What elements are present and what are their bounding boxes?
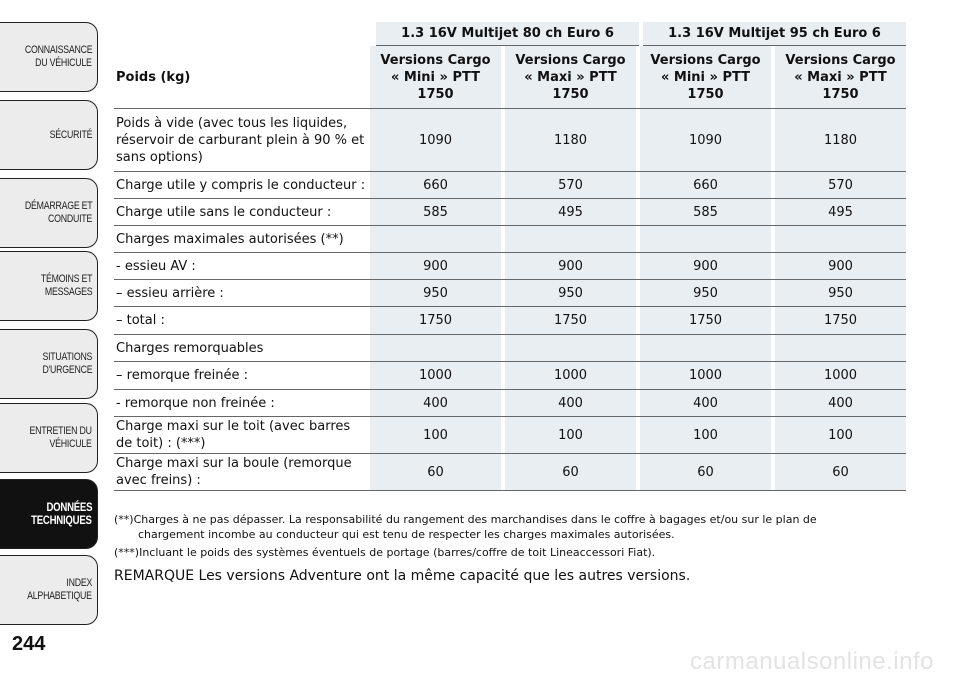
table-row: [114, 199, 906, 226]
table-row: [114, 253, 906, 280]
column-header: [640, 46, 771, 108]
table-cell: 950: [370, 280, 501, 306]
chapter-tab-label: CONNAISSANCE: [24, 44, 92, 56]
table-cell: 585: [370, 199, 501, 225]
table-column-header: [114, 46, 906, 109]
table-row: [114, 335, 906, 362]
weights-table: [114, 22, 906, 491]
table-cell: 400: [775, 390, 906, 416]
table-cell: 660: [370, 172, 501, 198]
row-label: Charge maxi sur la boule (remorque avec freins) :: [116, 456, 352, 488]
chapter-tab-label: INDEX: [66, 577, 92, 589]
table-cell: 60: [505, 454, 636, 490]
table-cell: 900: [370, 253, 501, 279]
table-cell: 660: [640, 172, 771, 198]
table-row: [114, 390, 906, 417]
table-cell: [775, 226, 906, 252]
row-label: – remorque freinée :: [116, 368, 249, 383]
table-cell: 60: [775, 454, 906, 490]
column-header-line: 1750: [417, 86, 454, 102]
table-cell: 1750: [505, 307, 636, 334]
row-label: Charge utile y compris le conducteur :: [116, 177, 366, 193]
column-header-line: « Mini » PTT: [660, 69, 751, 85]
table-cell: [775, 335, 906, 361]
table-cell: 60: [640, 454, 771, 490]
row-label: Charges maximales autorisées (**): [116, 231, 344, 247]
table-cell: 1090: [370, 109, 501, 171]
footnotes: [114, 512, 914, 560]
table-cell: 1180: [775, 109, 906, 171]
chapter-tab[interactable]: [0, 555, 98, 625]
table-row: [114, 109, 906, 172]
table-cell: 495: [775, 199, 906, 225]
table-cell: 1180: [505, 109, 636, 171]
table-cell: 950: [505, 280, 636, 306]
table-group-header: [114, 22, 906, 46]
table-cell: 495: [505, 199, 636, 225]
table-cell: [505, 226, 636, 252]
column-header-line: Versions Cargo: [515, 52, 626, 68]
column-header-line: Versions Cargo: [380, 52, 491, 68]
table-cell: 100: [370, 417, 501, 453]
table-cell: 400: [640, 390, 771, 416]
table-row: [114, 280, 906, 307]
chapter-tab-label: D'URGENCE: [42, 364, 92, 376]
chapter-tab[interactable]: [0, 329, 98, 399]
chapter-tab-label: DONNÉES: [46, 500, 92, 514]
chapter-tab-label: SITUATIONS: [42, 351, 92, 363]
table-cell: 100: [775, 417, 906, 453]
table-cell: 1000: [640, 362, 771, 389]
column-header: [370, 46, 501, 108]
table-cell: [370, 226, 501, 252]
column-header-line: « Mini » PTT: [390, 69, 481, 85]
engine-group-80ch: 1.3 16V Multijet 80 ch Euro 6: [376, 22, 639, 46]
column-header-line: 1750: [552, 86, 589, 102]
table-cell: 900: [505, 253, 636, 279]
row-label: - essieu AV :: [116, 258, 196, 274]
page-number: 244: [12, 633, 46, 655]
footnote-charges-cont: chargement incombe au conducteur qui est tenu de respecter les charges maximales autorisées.: [138, 528, 675, 541]
table-row: [114, 226, 906, 253]
chapter-tab-label: VÉHICULE: [49, 438, 92, 450]
chapter-tab[interactable]: [0, 100, 98, 170]
column-header-line: 1750: [687, 86, 724, 102]
table-cell: 950: [640, 280, 771, 306]
table-cell: [640, 226, 771, 252]
chapter-tab[interactable]: [0, 178, 98, 248]
table-row: [114, 307, 906, 335]
footnote-portage: (***)Incluant le poids des systèmes éventuels de portage (barres/coffre de toit Lineaccessori Fiat).: [114, 546, 656, 559]
row-label: Charge maxi sur le toit (avec barres de toit) : (***): [116, 419, 351, 451]
chapter-tab[interactable]: [0, 479, 98, 549]
chapter-tab-label: CONDUITE: [47, 213, 92, 225]
table-row: [114, 362, 906, 390]
table-cell: [370, 335, 501, 361]
column-header-line: « Maxi » PTT: [524, 69, 617, 85]
table-cell: 900: [640, 253, 771, 279]
table-cell: 1750: [775, 307, 906, 334]
table-cell: 1000: [370, 362, 501, 389]
column-header-line: « Maxi » PTT: [794, 69, 887, 85]
chapter-tab-label: SÉCURITÉ: [49, 128, 92, 141]
table-cell: 570: [775, 172, 906, 198]
column-header: [775, 46, 906, 108]
engine-group-95ch: 1.3 16V Multijet 95 ch Euro 6: [643, 22, 906, 46]
chapter-tab-label: ALPHABETIQUE: [27, 590, 92, 602]
table-cell: 400: [370, 390, 501, 416]
remark: REMARQUE Les versions Adventure ont la même capacité que les autres versions.: [114, 568, 691, 584]
table-cell: 100: [505, 417, 636, 453]
table-cell: 950: [775, 280, 906, 306]
chapter-tab-label: TÉMOINS ET: [40, 273, 92, 285]
chapter-tab[interactable]: [0, 22, 98, 92]
table-cell: 100: [640, 417, 771, 453]
chapter-tab-label: TECHNIQUES: [31, 513, 92, 527]
chapter-tab-label: MESSAGES: [44, 286, 92, 298]
table-cell: 1000: [505, 362, 636, 389]
footnote-charges: (**)Charges à ne pas dépasser. La responsabilité du rangement des marchandises dans le coffre à bagages et/ou sur le plan de: [114, 513, 817, 526]
table-cell: 1000: [775, 362, 906, 389]
table-cell: 585: [640, 199, 771, 225]
row-label: – essieu arrière :: [116, 285, 224, 301]
chapter-tab-label: DÉMARRAGE ET: [24, 200, 92, 212]
column-header-line: Versions Cargo: [650, 52, 761, 68]
table-row: [114, 172, 906, 199]
column-header-line: Versions Cargo: [785, 52, 896, 68]
table-cell: 400: [505, 390, 636, 416]
row-label: – total :: [116, 313, 165, 328]
table-cell: 900: [775, 253, 906, 279]
chapter-tab-label: DU VÉHICULE: [35, 57, 92, 69]
chapter-tab[interactable]: [0, 251, 98, 321]
table-row: [114, 454, 906, 491]
row-label: Charges remorquables: [116, 340, 264, 356]
table-cell: 1090: [640, 109, 771, 171]
table-cell: 1750: [640, 307, 771, 334]
table-cell: 1750: [370, 307, 501, 334]
table-cell: [505, 335, 636, 361]
table-cell: [640, 335, 771, 361]
column-header-line: 1750: [822, 86, 859, 102]
table-cell: 60: [370, 454, 501, 490]
row-label: - remorque non freinée :: [116, 395, 275, 411]
chapter-tab[interactable]: [0, 403, 98, 473]
watermark: carmanualsonline.info: [690, 648, 934, 675]
column-header: [505, 46, 636, 108]
table-row: [114, 417, 906, 454]
row-label: Poids à vide (avec tous les liquides, réservoir de carburant plein à 90 % et sans options): [116, 115, 365, 165]
label-header: Poids (kg): [116, 69, 191, 85]
chapter-tab-label: ENTRETIEN DU: [29, 425, 92, 437]
row-label: Charge utile sans le conducteur :: [116, 204, 332, 220]
table-cell: 570: [505, 172, 636, 198]
